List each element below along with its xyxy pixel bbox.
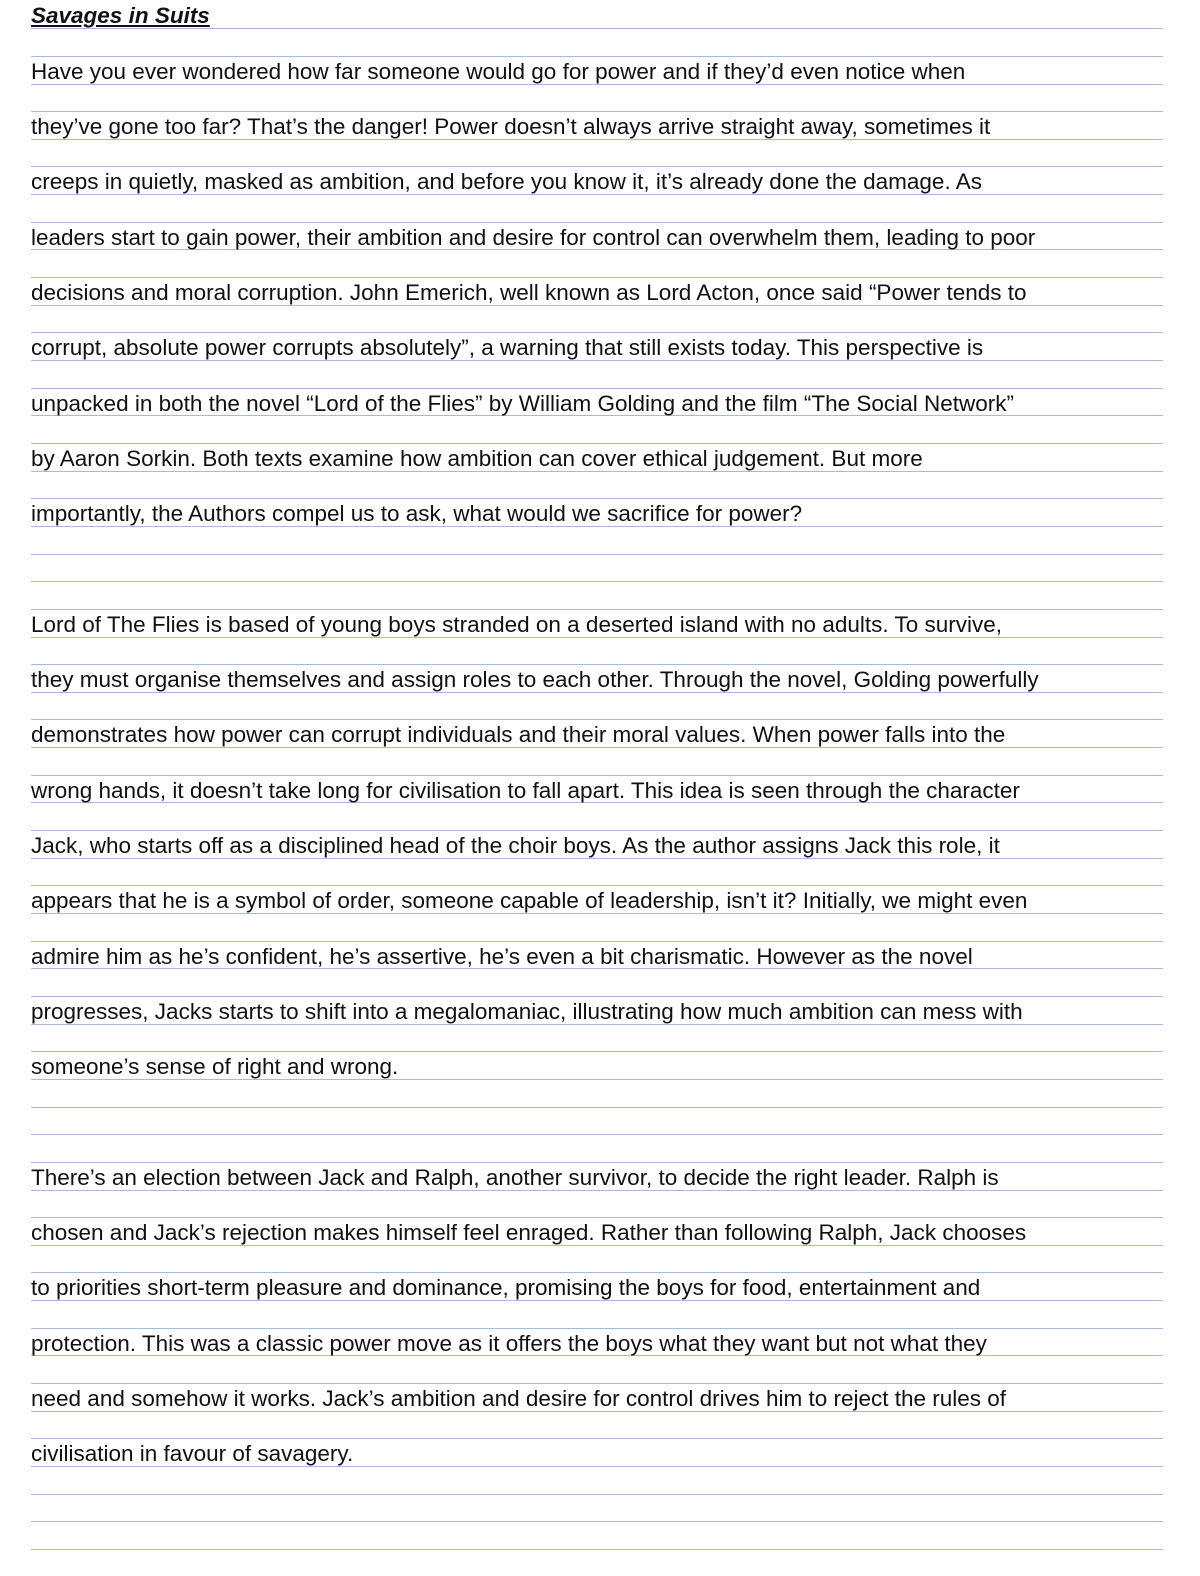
ruled-line (31, 1383, 1163, 1384)
text-line: leaders start to gain power, their ambition and desire for control can overwhelm them, leading to poor (31, 225, 1036, 250)
text-line: protection. This was a classic power move as it offers the boys what they want but not what they (31, 1331, 987, 1356)
ruled-line (31, 277, 1163, 278)
text-line: admire him as he’s confident, he’s assertive, he’s even a bit charismatic. However as the novel (31, 944, 973, 969)
text-line: Have you ever wondered how far someone would go for power and if they’d even notice when (31, 59, 966, 84)
ruled-line (31, 996, 1163, 997)
text-line: progresses, Jacks starts to shift into a megalomaniac, illustrating how much ambition can mess with (31, 999, 1023, 1024)
text-line: chosen and Jack’s rejection makes himself feel enraged. Rather than following Ralph, Jack chooses (31, 1220, 1027, 1245)
text-line: demonstrates how power can corrupt individuals and their moral values. When power falls into the (31, 722, 1006, 747)
ruled-line (31, 1549, 1163, 1550)
ruled-line (31, 1438, 1163, 1439)
document-title: Savages in Suits (31, 3, 210, 28)
ruled-line (31, 941, 1163, 942)
text-line: appears that he is a symbol of order, someone capable of leadership, isn’t it? Initially, we might even (31, 888, 1028, 913)
text-line: they must organise themselves and assign roles to each other. Through the novel, Golding powerfully (31, 667, 1039, 692)
ruled-line (31, 1494, 1163, 1495)
ruled-line (31, 498, 1163, 499)
text-line: There’s an election between Jack and Ralph, another survivor, to decide the right leader. Ralph is (31, 1165, 999, 1190)
ruled-line (31, 56, 1163, 57)
ruled-line (31, 719, 1163, 720)
ruled-line (31, 1162, 1163, 1163)
text-line: unpacked in both the novel “Lord of the Flies” by William Golding and the film “The Social Network” (31, 391, 1014, 416)
text-line: importantly, the Authors compel us to ask, what would we sacrifice for power? (31, 501, 803, 526)
ruled-line (31, 332, 1163, 333)
ruled-line (31, 1521, 1163, 1522)
text-line: Jack, who starts off as a disciplined head of the choir boys. As the author assigns Jack this role, it (31, 833, 1000, 858)
ruled-line (31, 1328, 1163, 1329)
text-line: someone’s sense of right and wrong. (31, 1054, 399, 1079)
text-line: Lord of The Flies is based of young boys stranded on a deserted island with no adults. To survive, (31, 612, 1002, 637)
text-line: to priorities short-term pleasure and dominance, promising the boys for food, entertainment and (31, 1275, 981, 1300)
text-line: by Aaron Sorkin. Both texts examine how ambition can cover ethical judgement. But more (31, 446, 923, 471)
ruled-line (31, 1051, 1163, 1052)
ruled-line (31, 830, 1163, 831)
ruled-line (31, 443, 1163, 444)
ruled-line (31, 111, 1163, 112)
ruled-line (31, 388, 1163, 389)
text-line: civilisation in favour of savagery. (31, 1441, 354, 1466)
text-line: corrupt, absolute power corrupts absolutely”, a warning that still exists today. This perspective is (31, 335, 984, 360)
text-line: wrong hands, it doesn’t take long for civilisation to fall apart. This idea is seen through the character (31, 778, 1020, 803)
ruled-line (31, 166, 1163, 167)
ruled-line (31, 1272, 1163, 1273)
ruled-line (31, 885, 1163, 886)
text-line: need and somehow it works. Jack’s ambition and desire for control drives him to reject the rules of (31, 1386, 1007, 1411)
ruled-line (31, 664, 1163, 665)
ruled-line (31, 581, 1163, 582)
text-line: creeps in quietly, masked as ambition, and before you know it, it’s already done the damage. As (31, 169, 982, 194)
ruled-line (31, 1107, 1163, 1108)
ruled-line (31, 554, 1163, 555)
text-line: they’ve gone too far? That’s the danger! Power doesn’t always arrive straight away, sometimes it (31, 114, 991, 139)
ruled-line (31, 775, 1163, 776)
ruled-line (31, 222, 1163, 223)
text-line: decisions and moral corruption. John Emerich, well known as Lord Acton, once said “Power tends to (31, 280, 1027, 305)
ruled-line (31, 1134, 1163, 1135)
ruled-line (31, 1217, 1163, 1218)
ruled-line (31, 609, 1163, 610)
